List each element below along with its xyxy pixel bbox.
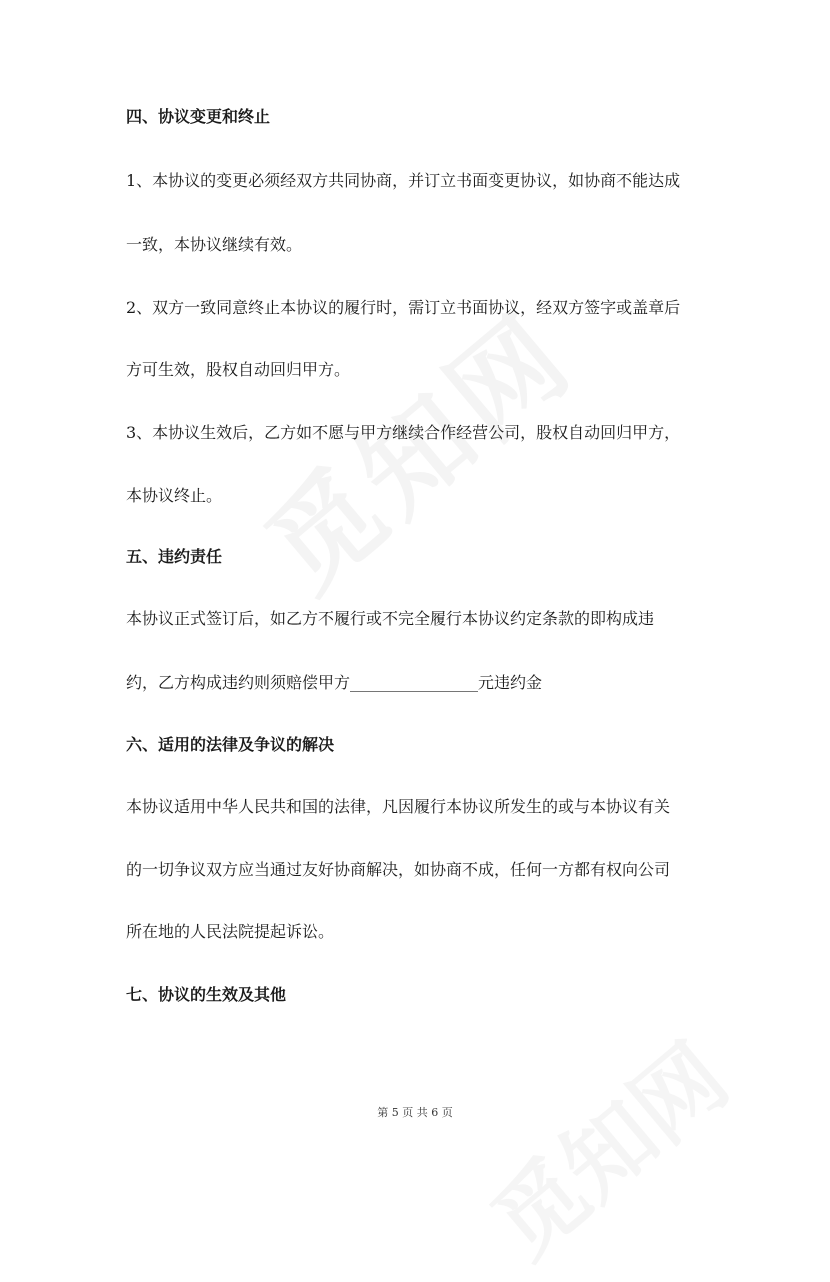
section-5-line-1: 本协议正式签订后，如乙方不履行或不完全履行本协议约定条款的即构成违 (126, 609, 655, 628)
section-4-line-5: 3、本协议生效后，乙方如不愿与甲方继续合作经营公司，股权自动回归甲方， (126, 423, 681, 442)
watermark (228, 268, 632, 653)
section-6-heading: 六、适用的法律及争议的解决 (126, 735, 335, 754)
section-6-line-1: 本协议适用中华人民共和国的法律，凡因履行本协议所发生的或与本协议有关 (126, 797, 671, 816)
section-7-heading: 七、协议的生效及其他 (126, 985, 287, 1004)
section-6-line-3: 所在地的人民法院提起诉讼。 (126, 922, 335, 941)
section-6-line-2: 的一切争议双方应当通过友好协商解决，如协商不成，任何一方都有权向公司 (126, 860, 671, 879)
section-5-line-2: 约，乙方构成违约则须赔偿甲方________________元违约金 (126, 673, 543, 692)
section-4-line-1: 1、本协议的变更必须经双方共同协商，并订立书面变更协议，如协商不能达成 (126, 171, 681, 190)
section-4-line-2: 一致，本协议继续有效。 (126, 235, 303, 254)
page-number-footer: 第 5 页 共 6 页 (377, 1106, 453, 1119)
section-4-line-6: 本协议终止。 (126, 486, 223, 505)
section-5-heading: 五、违约责任 (126, 547, 223, 566)
section-4-line-4: 方可生效，股权自动回归甲方。 (126, 360, 351, 379)
watermark-bottom (460, 1008, 750, 1281)
section-4-line-3: 2、双方一致同意终止本协议的履行时，需订立书面协议，经双方签字或盖章后 (126, 298, 681, 317)
section-4-heading: 四、协议变更和终止 (126, 107, 271, 126)
